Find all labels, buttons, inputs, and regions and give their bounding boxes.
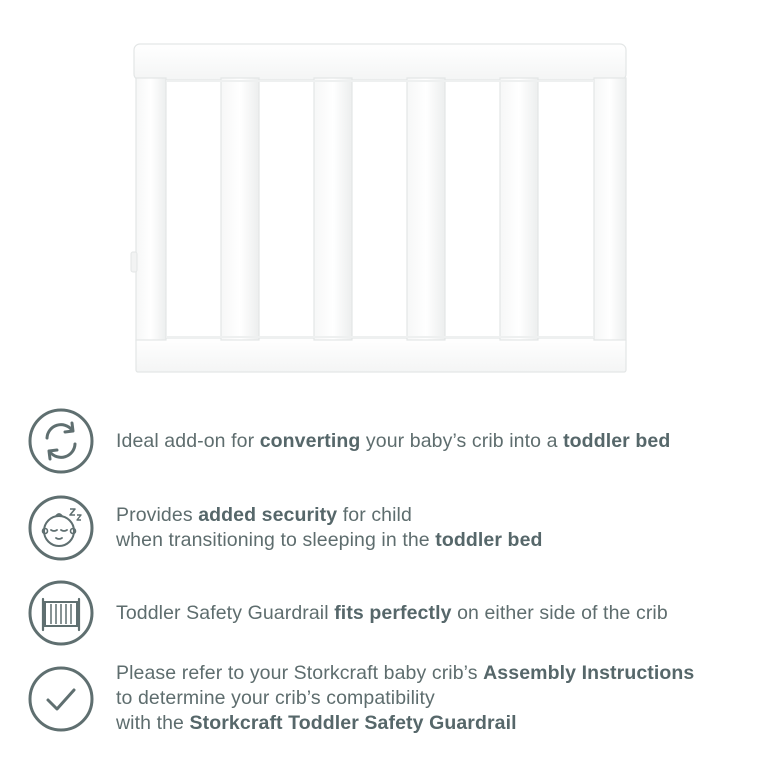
feature-text-line bbox=[116, 528, 543, 553]
feature-text-line bbox=[116, 429, 670, 454]
feature-text-bold: toddler bed bbox=[435, 529, 543, 551]
feature-text-run: when transitioning to sleeping in the bbox=[116, 529, 436, 551]
feature-text-line bbox=[116, 601, 668, 626]
feature-text-run: on either side of the crib bbox=[451, 601, 668, 624]
feature-text-line bbox=[116, 686, 694, 711]
feature-text bbox=[116, 429, 670, 454]
feature-text-run: Toddler Safety Guardrail bbox=[116, 601, 335, 624]
feature-security bbox=[28, 495, 748, 561]
feature-text-run: Provides bbox=[116, 504, 199, 526]
feature-text-run: Ideal add-on for bbox=[116, 429, 260, 452]
feature-text-bold: toddler bed bbox=[563, 429, 671, 452]
feature-text bbox=[116, 503, 543, 553]
sleeping-baby-icon bbox=[28, 495, 94, 561]
guardrail-slat bbox=[407, 78, 445, 340]
feature-text bbox=[116, 601, 668, 626]
feature-compatibility bbox=[28, 661, 748, 736]
guardrail-right-post bbox=[594, 78, 626, 340]
feature-text-run: for child bbox=[337, 504, 412, 526]
checkmark-icon bbox=[28, 666, 94, 732]
feature-text-run: to determine your crib’s compatibility bbox=[116, 687, 435, 709]
guardrail-left-post bbox=[136, 78, 166, 340]
guardrail-slat bbox=[314, 78, 352, 340]
guardrail-bottom-rail bbox=[136, 338, 626, 372]
feature-text bbox=[116, 661, 694, 736]
feature-converting bbox=[28, 408, 748, 474]
feature-fits bbox=[28, 580, 748, 646]
feature-text-bold: converting bbox=[259, 429, 361, 452]
feature-text-bold: fits perfectly bbox=[334, 601, 452, 624]
feature-text-run: your baby’s crib into a bbox=[360, 429, 564, 452]
feature-text-bold: Storkcraft Toddler Safety Guardrail bbox=[189, 712, 517, 734]
guardrail-product-image bbox=[128, 38, 634, 378]
convert-cycle-icon bbox=[28, 408, 94, 474]
guardrail-top-rail bbox=[134, 44, 626, 80]
feature-text-bold: added security bbox=[198, 504, 338, 526]
feature-text-line bbox=[116, 503, 543, 528]
feature-text-line bbox=[116, 711, 694, 736]
guardrail-slat bbox=[500, 78, 538, 340]
crib-icon bbox=[28, 580, 94, 646]
feature-text-run: with the bbox=[116, 712, 190, 734]
feature-text-bold: Assembly Instructions bbox=[483, 662, 695, 684]
feature-text-run: Please refer to your Storkcraft baby crib’s bbox=[116, 662, 484, 684]
feature-text-line bbox=[116, 661, 694, 686]
guardrail-slat bbox=[221, 78, 259, 340]
